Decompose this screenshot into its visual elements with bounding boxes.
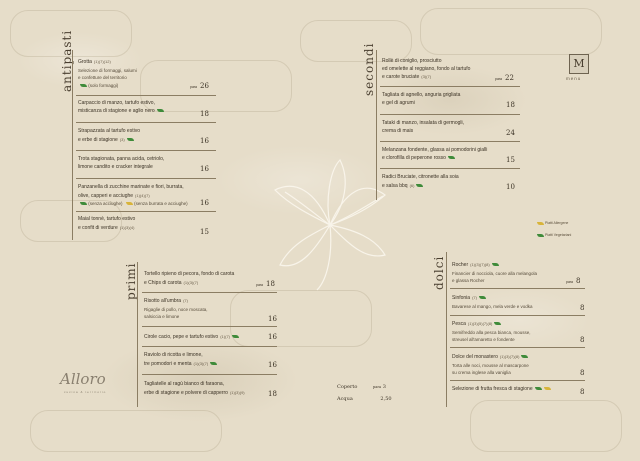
item-divider: [380, 168, 520, 169]
vegetarian-leaf-icon: [80, 202, 87, 205]
vegetarian-leaf-icon: [157, 109, 164, 112]
item-divider: [380, 114, 520, 115]
item-name: Tortello ripieno di pecora, fondo di carota: [144, 271, 235, 277]
item-price: 16: [268, 315, 277, 323]
section-vertical-divider: [446, 252, 447, 407]
vegetarian-leaf-icon: [416, 184, 423, 187]
menu-item: [382, 120, 522, 135]
item-name: Rollè di coniglio, prosciutto: [382, 58, 442, 64]
menu-logo-text: menu: [566, 76, 582, 81]
item-divider: [76, 211, 216, 212]
stone-texture: [470, 400, 622, 452]
item-tag: (solo formaggi): [88, 82, 119, 88]
allergen-note: (1)(7)(12): [93, 59, 111, 64]
item-description: e clorofilla di peperone rosso: [382, 154, 446, 161]
legend-label: Piatti Vegetariani: [544, 233, 572, 237]
item-divider: [450, 347, 585, 348]
item-price: [190, 82, 209, 90]
stone-texture: [420, 8, 602, 55]
item-name: Trota stagionata, panna acida, cetriolo,: [78, 156, 165, 162]
section-title-dolci: dolci: [432, 255, 446, 290]
item-description: e carote bruciate: [382, 74, 420, 80]
item-price: 16: [200, 165, 209, 173]
menu-item: [382, 92, 522, 107]
price-value: 26: [200, 82, 209, 90]
item-name: Rocher: [452, 262, 469, 268]
item-price: 15: [506, 156, 515, 164]
item-price: 16: [200, 199, 209, 207]
item-description: limone candito e cracker integrale: [78, 163, 153, 170]
allergen-note: (1)(3)(7): [193, 360, 209, 366]
vegetarian-leaf-icon: [127, 138, 134, 141]
price-value: 18: [266, 280, 275, 288]
menu-item: [78, 128, 218, 144]
item-price: [495, 74, 514, 82]
item-price: 16: [268, 361, 277, 369]
menu-item: [78, 216, 218, 232]
allergen-note: (3)(7): [421, 74, 432, 79]
menu-item: [382, 174, 522, 190]
allergen-note: (6): [409, 182, 415, 188]
item-name: Tagliatelle al ragù bianco di faraona,: [144, 381, 225, 387]
menu-item: [144, 333, 284, 342]
item-name: Raviolo di ricotta e limone,: [144, 352, 203, 358]
item-divider: [450, 315, 585, 316]
item-divider: [450, 380, 585, 381]
item-description: Bavarese al mango, mela verde e vodka: [452, 303, 533, 309]
allergen-note: (7): [472, 295, 477, 300]
brand-subtitle: cucina & territorio: [64, 390, 107, 394]
item-name: Tagliata di agnello, anguria grigliata: [382, 92, 461, 98]
item-divider: [142, 374, 277, 375]
section-title-primi: primi: [124, 262, 138, 300]
price-note: para: [495, 77, 503, 81]
item-description: streusel all'amaretto e fondente: [452, 337, 515, 342]
item-description: Financier di nocciola, cuore alla melangola: [452, 270, 538, 276]
item-tag: (senza burrata e acciughe): [134, 201, 188, 206]
allergen-note: (3): [119, 136, 125, 142]
item-price: 10: [506, 183, 515, 191]
vegetarian-leaf-icon: [210, 362, 217, 365]
allergen-leaf-icon: [544, 387, 551, 390]
item-description: crema di mais: [382, 127, 414, 134]
item-description: su crema inglese alla vaniglia: [452, 370, 511, 375]
vegetarian-leaf-icon: [537, 234, 544, 237]
legend-label: Piatti Allergene: [544, 221, 569, 225]
item-price: 18: [506, 101, 515, 109]
vegetarian-leaf-icon: [479, 296, 486, 299]
item-divider: [142, 326, 277, 327]
allergen-leaf-icon: [126, 202, 133, 205]
item-divider: [76, 95, 216, 96]
allergen-note: (1)(3)(7)(8): [470, 262, 490, 267]
item-name: Melanzana fondente, glassa ai pomodorini gialli: [382, 147, 488, 153]
allergen-note: (1)(7): [220, 334, 230, 339]
item-name: Radici Bruciate, citronette alla soia: [382, 174, 459, 180]
item-price: 8: [580, 336, 585, 344]
vegetarian-leaf-icon: [232, 335, 239, 338]
item-name: Carpaccio di manzo, tartufo estivo,: [78, 100, 155, 106]
menu-item: [78, 156, 218, 171]
item-name: Tataki di manzo, insalata di germogli,: [382, 120, 464, 126]
item-price: 8: [580, 304, 585, 312]
item-description: salsiccia e limone: [144, 314, 180, 319]
legend-vegetarian: [535, 233, 571, 237]
acqua-row: [337, 396, 392, 402]
item-description: Selezione di formaggi, salumi: [78, 67, 137, 73]
item-price: 18: [268, 390, 277, 398]
menu-logo: M: [569, 54, 589, 74]
menu-item: [78, 184, 218, 208]
menu-item: [144, 381, 284, 397]
allergen-note: (7): [183, 298, 188, 303]
vegetarian-leaf-icon: [494, 322, 501, 325]
menu-item: [452, 353, 592, 377]
item-description: e confetture del territorio: [78, 75, 127, 80]
price-note: para: [566, 280, 574, 284]
section-title-antipasti: antipasti: [60, 29, 74, 92]
item-price: 8: [580, 388, 585, 396]
menu-item: [452, 386, 592, 394]
vegetarian-leaf-icon: [535, 387, 542, 390]
item-name: Dolce del monastero: [452, 354, 498, 360]
item-name: Panzanella di zucchine marinate e fiori, burrata,: [78, 184, 184, 190]
item-name: Selezione di frutta fresca di stagione: [452, 386, 533, 392]
item-price: [256, 280, 275, 288]
item-name: Risotto all'umbra: [144, 298, 182, 304]
item-divider: [142, 292, 277, 293]
item-description: erbe di stagione e polvere di capperro: [144, 389, 228, 396]
item-description: e gel di agrumi: [382, 99, 415, 106]
allergen-leaf-icon: [537, 222, 544, 225]
section-vertical-divider: [137, 262, 138, 407]
item-description: e salsa bbq: [382, 182, 408, 189]
acqua-label: Acqua: [337, 396, 353, 402]
item-price: 16: [200, 137, 209, 145]
item-divider: [380, 86, 520, 87]
menu-item: [452, 320, 592, 344]
item-divider: [76, 178, 216, 179]
item-description: misticanza di stagione e aglio nero: [78, 107, 155, 114]
menu-item: [78, 100, 218, 115]
section-vertical-divider: [376, 50, 377, 200]
price-value: 8: [576, 277, 581, 285]
item-divider: [76, 150, 216, 151]
allergen-note: (1)(3)(5)(7)(8): [467, 321, 493, 326]
item-price: 16: [268, 333, 277, 341]
allergen-note: (1)(3)(9): [229, 389, 245, 395]
vegetarian-leaf-icon: [80, 84, 87, 87]
item-divider: [380, 141, 520, 142]
vegetarian-leaf-icon: [492, 263, 499, 266]
section-vertical-divider: [72, 50, 73, 240]
item-description: Rigaglie di pollo, noce moscata,: [144, 306, 208, 312]
item-name: Pesca: [452, 321, 466, 327]
item-description: olive, capperi e acciughe: [78, 192, 134, 199]
allergen-note: (1)(3)(7)(8): [499, 354, 520, 359]
stone-texture: [30, 410, 222, 452]
item-divider: [76, 122, 216, 123]
item-tag: (senza acciughe): [88, 201, 123, 206]
vegetarian-leaf-icon: [448, 156, 455, 159]
coperto-price: 3: [382, 384, 386, 390]
price-note: para: [256, 283, 264, 287]
item-name: Strapazzata al tartufo estivo: [78, 128, 140, 134]
brand-logo: Alloro: [60, 370, 106, 388]
item-price: 18: [200, 110, 209, 118]
item-price: 24: [506, 129, 515, 137]
acqua-price: 2,50: [380, 396, 392, 402]
item-description: e glassa Rocher: [452, 278, 485, 283]
item-description: Semifreddo alla pesca bianca, mousse,: [452, 329, 531, 335]
item-description: e confit di verdure: [78, 224, 118, 231]
legend-allergen: [535, 221, 568, 225]
stone-texture: [300, 20, 412, 62]
price-value: 22: [505, 74, 514, 82]
menu-item: [144, 352, 284, 368]
item-description: tre pomodori e menta: [144, 360, 192, 367]
item-description: e Chips di carota: [144, 279, 182, 286]
coperto-note: para: [373, 385, 382, 389]
price-note: para: [190, 85, 198, 89]
item-price: [566, 277, 580, 285]
coperto-label: Coperto: [337, 384, 358, 390]
item-name: Sinfonia: [452, 295, 471, 301]
item-divider: [450, 288, 585, 289]
item-price: 8: [580, 369, 585, 377]
menu-item: [144, 297, 284, 321]
item-name: Maial tonnè, tartufo estivo: [78, 216, 136, 222]
allergen-note: (1)(3)(4): [119, 224, 135, 230]
item-description: e erbe di stagione: [78, 136, 118, 143]
menu-item: [382, 147, 522, 162]
allergen-note: (1)(3)(7): [183, 279, 199, 285]
item-description: ed omelette al reggiano, fondo al tartufo: [382, 65, 471, 72]
allergen-note: (1)(4)(7): [135, 192, 150, 198]
menu-item: [452, 294, 592, 310]
item-name: Cirole cacio, pepe e tartufo estivo: [144, 334, 219, 340]
item-description: Torta alle noci, mousse al mascarpone: [452, 362, 529, 368]
item-price: 15: [200, 228, 209, 236]
vegetarian-leaf-icon: [521, 355, 528, 358]
item-name: Grotta: [78, 59, 92, 65]
coperto-row: [337, 384, 386, 390]
section-title-secondi: secondi: [362, 42, 376, 96]
item-divider: [142, 346, 277, 347]
